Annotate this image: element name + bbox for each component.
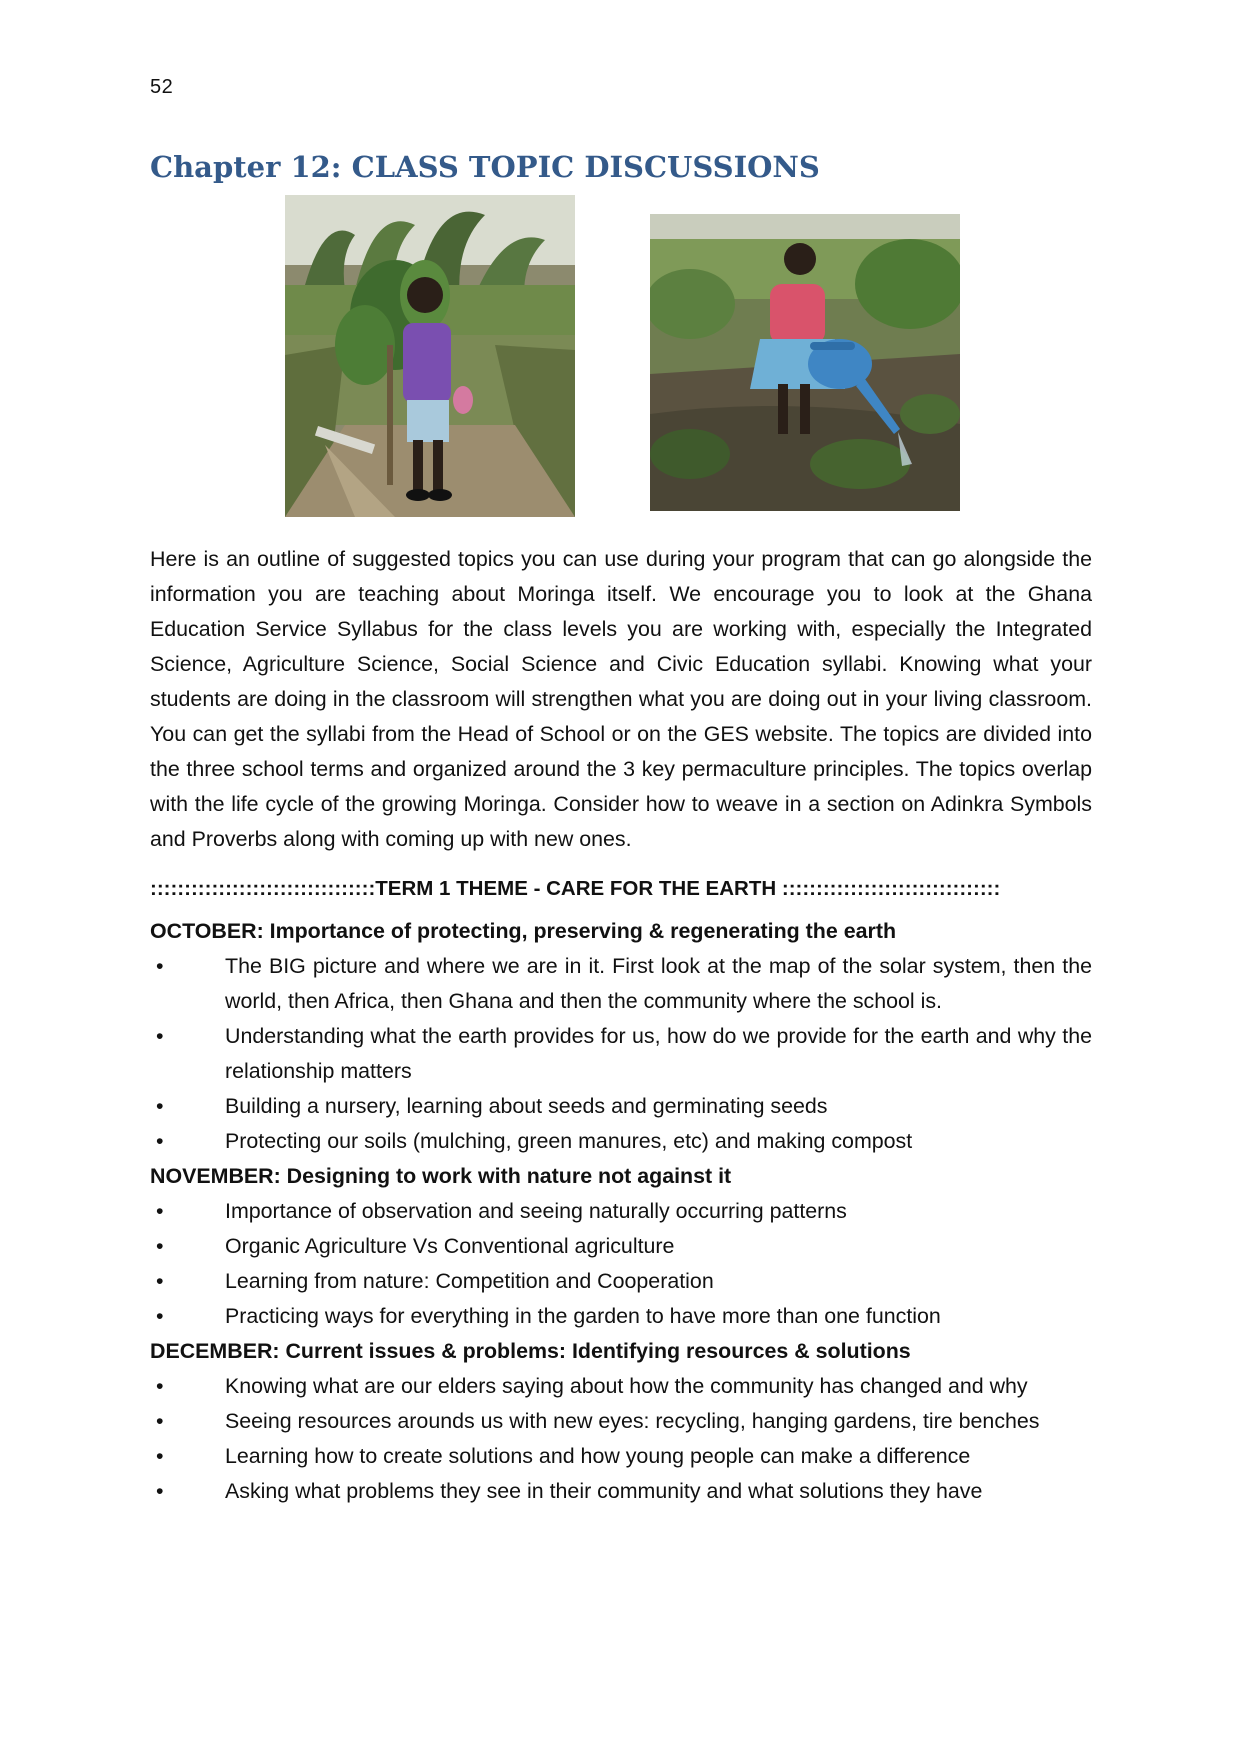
list-item-text: Understanding what the earth provides for us, how do we provide for the earth and why the relationship matters: [225, 1024, 1092, 1083]
chapter-title: Chapter 12: CLASS TOPIC DISCUSSIONS: [150, 150, 820, 184]
list-item-text: Learning from nature: Competition and Cooperation: [225, 1269, 714, 1293]
topic-list: [150, 949, 1092, 1159]
list-item: [150, 1369, 1092, 1404]
list-item-text: Learning how to create solutions and how young people can make a difference: [225, 1444, 971, 1468]
list-item-text: Seeing resources arounds us with new eyes: recycling, hanging gardens, tire benches: [225, 1409, 1040, 1433]
list-item: [150, 1019, 1092, 1089]
bullet-icon: •: [156, 1199, 164, 1223]
bullet-icon: •: [156, 1444, 164, 1468]
document-body: [150, 542, 1092, 1509]
list-item-text: The BIG picture and where we are in it. First look at the map of the solar system, then the world, then Africa, then Ghana and then the community where the school is.: [225, 954, 1092, 1013]
list-item: [150, 1439, 1092, 1474]
bullet-icon: •: [156, 1094, 164, 1118]
photo-girl-watering: [650, 214, 960, 511]
bullet-icon: •: [156, 1409, 164, 1433]
list-item: [150, 1089, 1092, 1124]
list-item-text: Organic Agriculture Vs Conventional agriculture: [225, 1234, 675, 1258]
intro-paragraph: Here is an outline of suggested topics you can use during your program that can go alongside the information you are teaching about Moringa itself. We encourage you to look at the Ghana Education Service Syllabus for the class levels you are working with, especially the Integrated Science, Agriculture Science, Social Science and Civic Education syllabi. Knowing what your students are doing in the classroom will strengthen what you are doing out in your living classroom. You can get the syllabi from the Head of School or on the GES website. The topics are divided into the three school terms and organized around the 3 key permaculture principles. The topics overlap with the life cycle of the growing Moringa. Consider how to weave in a section on Adinkra Symbols and Proverbs along with coming up with new ones.: [150, 547, 1092, 851]
list-item-text: Protecting our soils (mulching, green manures, etc) and making compost: [225, 1129, 913, 1153]
bullet-icon: •: [156, 1234, 164, 1258]
topic-list: [150, 1194, 1092, 1334]
list-item-text: Knowing what are our elders saying about how the community has changed and why: [225, 1374, 1028, 1398]
list-item-text: Asking what problems they see in their community and what solutions they have: [225, 1479, 983, 1503]
bullet-icon: •: [156, 1374, 164, 1398]
topic-list: [150, 1369, 1092, 1509]
month-section-december: [150, 1334, 1092, 1509]
list-item-text: Building a nursery, learning about seeds and germinating seeds: [225, 1094, 828, 1118]
month-heading: DECEMBER: Current issues & problems: Identifying resources & solutions: [150, 1339, 911, 1363]
list-item-text: Practicing ways for everything in the garden to have more than one function: [225, 1304, 941, 1328]
photo-boy-with-tree: [285, 195, 575, 517]
list-item: [150, 1404, 1092, 1439]
month-heading: OCTOBER: Importance of protecting, preserving & regenerating the earth: [150, 919, 897, 943]
bullet-icon: •: [156, 1304, 164, 1328]
bullet-icon: •: [156, 954, 164, 978]
bullet-icon: •: [156, 1479, 164, 1503]
month-section-november: [150, 1159, 1092, 1334]
list-item: [150, 949, 1092, 1019]
page-number: 52: [150, 76, 174, 98]
term-theme-heading: :::::::::::::::::::::::::::::::::TERM 1 THEME - CARE FOR THE EARTH ::::::::::::::::::::::::::::::::: [150, 877, 1001, 900]
list-item: [150, 1124, 1092, 1159]
bullet-icon: •: [156, 1269, 164, 1293]
list-item-text: Importance of observation and seeing naturally occurring patterns: [225, 1199, 847, 1223]
month-heading: NOVEMBER: Designing to work with nature not against it: [150, 1164, 732, 1188]
month-section-october: [150, 914, 1092, 1159]
list-item: [150, 1229, 1092, 1264]
list-item: [150, 1299, 1092, 1334]
list-item: [150, 1264, 1092, 1299]
bullet-icon: •: [156, 1129, 164, 1153]
list-item: [150, 1474, 1092, 1509]
list-item: [150, 1194, 1092, 1229]
bullet-icon: •: [156, 1024, 164, 1048]
